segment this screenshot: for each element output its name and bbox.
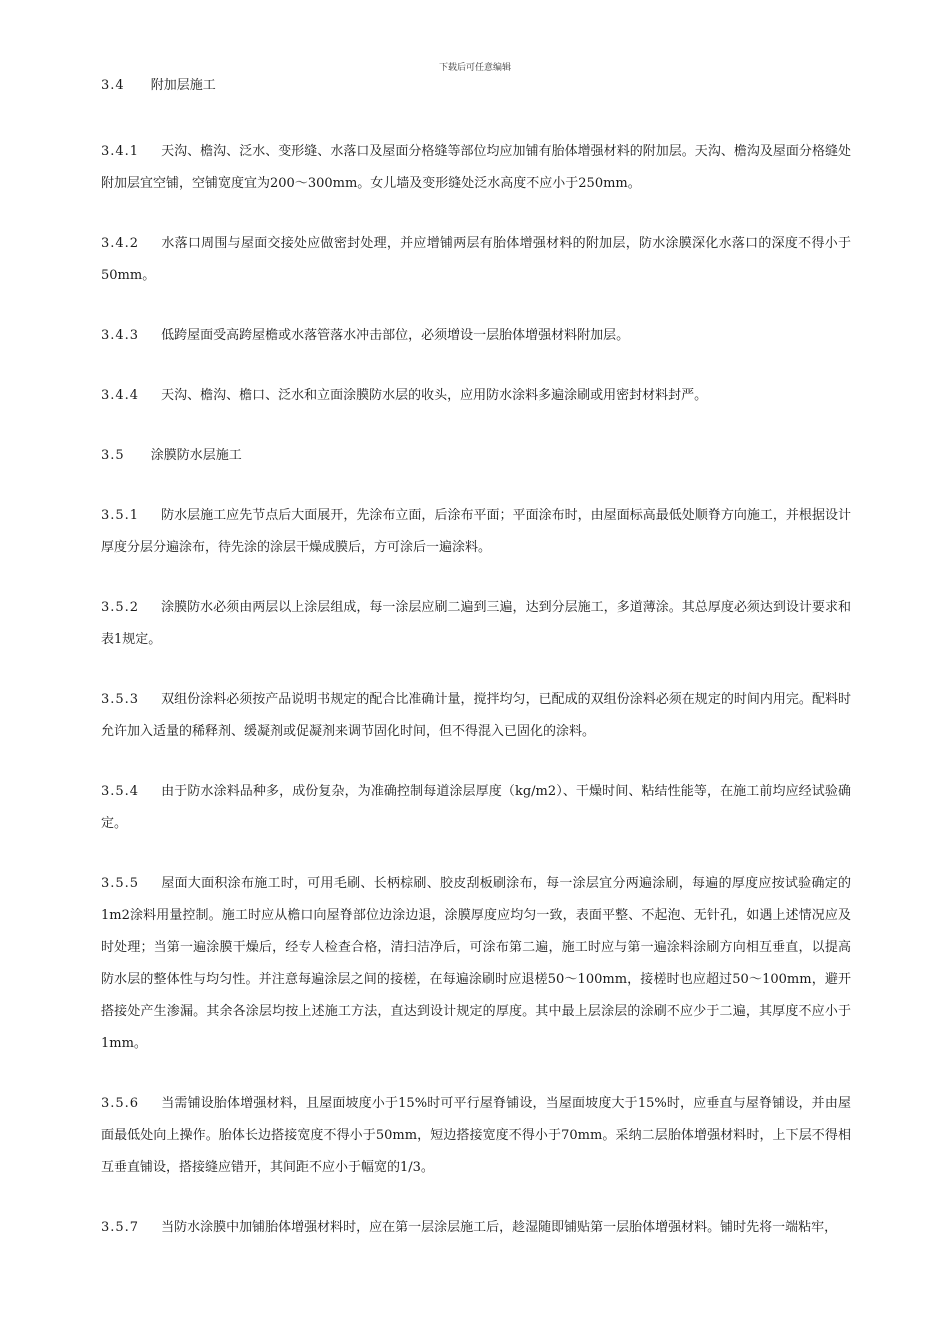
paragraph [101,1212,851,1244]
paragraph [101,136,851,200]
heading-text: 附加层施工 [150,78,216,93]
paragraph-text: 天沟、檐沟、泛水、变形缝、水落口及屋面分格缝等部位均应加铺有胎体增强材料的附加层。天沟、檐沟及屋面分格缝处附加层宜空铺，空铺宽度宜为200～300mm。女儿墙及变形缝处泛水高度不应小于250mm。 [101,144,851,191]
heading-number: 3.4 [101,78,125,93]
paragraph [101,380,851,412]
paragraph-number: 3.5.2 [101,600,140,615]
heading-number: 3.5 [101,448,125,463]
paragraph-number: 3.4.3 [101,328,140,343]
paragraph [101,1088,851,1184]
paragraph-number: 3.5.1 [101,508,140,523]
paragraph-number: 3.5.5 [101,876,140,891]
paragraph-text: 涂膜防水必须由两层以上涂层组成，每一涂层应刷二遍到三遍，达到分层施工，多道薄涂。其总厚度必须达到设计要求和表1规定。 [101,600,851,647]
document-body [101,78,851,1272]
paragraph-text: 天沟、檐沟、檐口、泛水和立面涂膜防水层的收头，应用防水涂料多遍涂刷或用密封材料封严。 [161,388,708,403]
paragraph-text: 由于防水涂料品种多，成份复杂，为准确控制每道涂层厚度（kg/m2）、干燥时间、粘结性能等，在施工前均应经试验确定。 [101,784,851,831]
paragraph-number: 3.4.1 [101,144,140,159]
paragraph [101,320,851,352]
paragraph-text: 屋面大面积涂布施工时，可用毛刷、长柄棕刷、胶皮刮板刷涂布，每一涂层宜分两遍涂刷，每遍的厚度应按试验确定的1m2涂料用量控制。施工时应从檐口向屋脊部位边涂边退，涂膜厚度应均匀一致，表面平整、不起泡、无针孔，如遇上述情况应及时处理；当第一遍涂膜干燥后，经专人检查合格，清扫洁净后，可涂布第二遍，施工时应与第一遍涂料涂刷方向相互垂直，以提高防水层的整体性与均匀性。并注意每遍涂层之间的接槎，在每遍涂刷时应退槎50～100mm，接槎时也应超过50～100mm，避开搭接处产生渗漏。其余各涂层均按上述施工方法，直达到设计规定的厚度。其中最上层涂层的涂刷不应少于二遍，其厚度不应小于1mm。 [101,876,851,1051]
paragraph [101,228,851,292]
paragraph-text: 当需铺设胎体增强材料，且屋面坡度小于15%时可平行屋脊铺设，当屋面坡度大于15%时，应垂直与屋脊铺设，并由屋面最低处向上操作。胎体长边搭接宽度不得小于50mm，短边搭接宽度不得小于70mm。采纳二层胎体增强材料时，上下层不得相互垂直铺设，搭接缝应错开，其间距不应小于幅宽的1/3。 [101,1096,851,1175]
paragraph-text: 防水层施工应先节点后大面展开，先涂布立面，后涂布平面；平面涂布时，由屋面标高最低处顺脊方向施工，并根据设计厚度分层分遍涂布，待先涂的涂层干燥成膜后，方可涂后一遍涂料。 [101,508,851,555]
paragraph-number: 3.4.4 [101,388,140,403]
paragraph [101,684,851,748]
section-heading [101,440,851,472]
paragraph-text: 水落口周围与屋面交接处应做密封处理，并应增铺两层有胎体增强材料的附加层，防水涂膜深化水落口的深度不得小于50mm。 [101,236,851,283]
paragraph-number: 3.5.4 [101,784,140,799]
paragraph [101,776,851,840]
paragraph-number: 3.5.7 [101,1220,140,1235]
paragraph-number: 3.4.2 [101,236,140,251]
paragraph-number: 3.5.6 [101,1096,140,1111]
paragraph [101,500,851,564]
paragraph [101,592,851,656]
section-heading [101,78,851,94]
paragraph-text: 当防水涂膜中加铺胎体增强材料时，应在第一层涂层施工后，趁湿随即铺贴第一层胎体增强材料。铺时先将一端粘牢， [161,1220,838,1235]
paragraph-text: 双组份涂料必须按产品说明书规定的配合比准确计量，搅拌均匀，已配成的双组份涂料必须在规定的时间内用完。配料时允许加入适量的稀释剂、缓凝剂或促凝剂来调节固化时间，但不得混入已固化的涂料。 [101,692,851,739]
heading-text: 涂膜防水层施工 [150,448,242,463]
paragraph-text: 低跨屋面受高跨屋檐或水落管落水冲击部位，必须增设一层胎体增强材料附加层。 [161,328,630,343]
paragraph [101,868,851,1060]
paragraph-number: 3.5.3 [101,692,140,707]
page-header: 下载后可任意编辑 [438,63,511,73]
